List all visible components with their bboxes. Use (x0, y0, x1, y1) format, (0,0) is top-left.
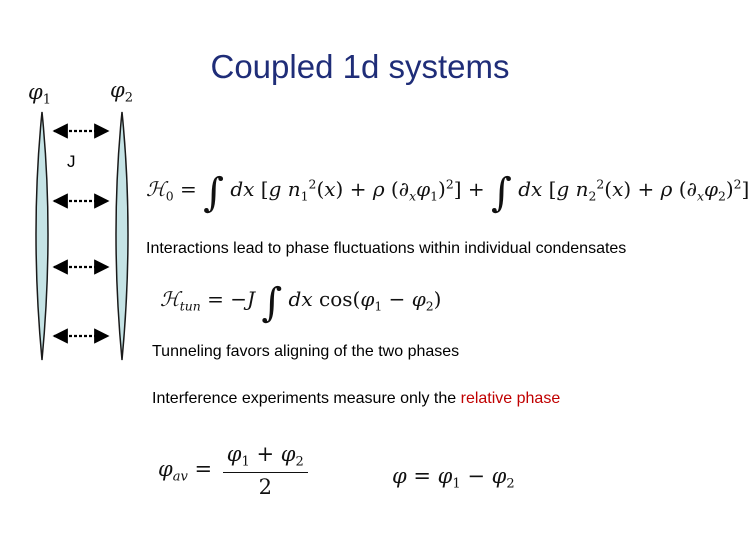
relative-phase-highlight: relative phase (460, 390, 561, 407)
tunneling-text: Tunneling favors aligning of the two phases (152, 343, 460, 360)
condensate-1 (36, 112, 48, 360)
h0-equation: ℋ$_0$ = ∫ dx [g $n_1^2(x) + \rho$ $(\partial_x\varphi_1)^2$] + ∫ dx [g $n_2^2(x) + \rho$ $(\partial_x\varphi_2)^2$] (146, 170, 749, 216)
phi-av-equation: $\varphi_{av}$ = $\frac{\varphi_1 + \varphi_2}{2}$ (158, 442, 312, 499)
interactions-text: Interactions lead to phase fluctuations within individual condensates (146, 240, 627, 257)
interference-text-prefix: Interference experiments measure only the (152, 390, 461, 407)
condensate-2 (116, 112, 128, 360)
coupling-label-J: J (67, 152, 76, 171)
htun-equation: ℋ$_{tun}$ = −J ∫ dx $\cos(\varphi_1 - \varphi_2)$ (160, 280, 442, 326)
phi2-label: $\varphi_2$ (110, 78, 133, 106)
slide-title: Coupled 1d systems (210, 48, 510, 85)
phi1-label: $\varphi_1$ (28, 80, 51, 108)
interference-text (152, 390, 560, 408)
relative-phase-equation: $\varphi = \varphi_1 - \varphi_2$ (392, 464, 515, 492)
